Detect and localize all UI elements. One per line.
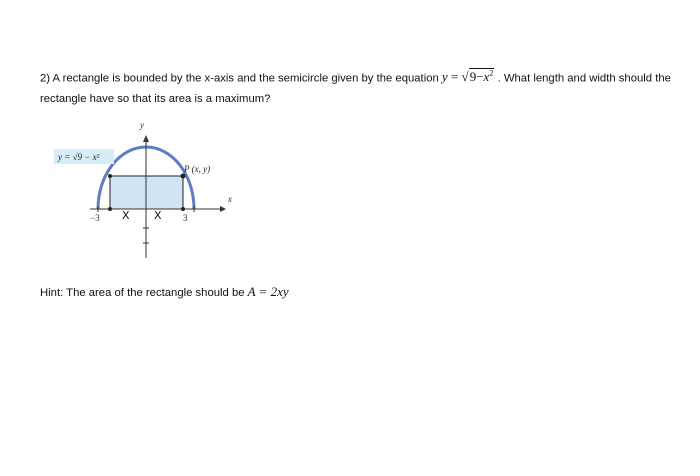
- y-axis-arrow: [143, 135, 149, 142]
- x-axis-arrow: [220, 206, 226, 212]
- eq-lhs: y: [441, 69, 448, 85]
- point-right-base: [181, 207, 185, 211]
- semicircle-figure: [50, 118, 240, 268]
- hint-text: [40, 283, 289, 302]
- point-left-base: [108, 207, 112, 211]
- y-axis-label: y: [140, 120, 144, 130]
- figure-svg: [50, 118, 240, 268]
- hint-formula: A = 2xy: [247, 284, 289, 299]
- equation-label-text: y = √9 − x²: [58, 152, 100, 162]
- question-prefix: 2) A rectangle is bounded by the x-axis and the semicircle given by the equation: [40, 72, 439, 85]
- tick-neg3-label: −3: [90, 213, 100, 223]
- question-suffix: . What length and width should the rectangle have so that its area is a maximum?: [40, 72, 671, 106]
- tick-3-label: 3: [183, 213, 188, 223]
- eq-radicand: [469, 68, 495, 84]
- point-left-corner: [108, 174, 112, 178]
- handwritten-x-left: X: [122, 209, 130, 222]
- x-axis-label: x: [228, 194, 232, 204]
- eq-minus: −: [476, 69, 484, 85]
- point-p-label: P (x, y): [184, 164, 211, 174]
- question-text: [40, 63, 680, 110]
- sqrt-symbol: √: [461, 69, 469, 85]
- semicircle-equation: [442, 69, 498, 84]
- eq-radicand-num: 9: [469, 69, 477, 85]
- eq-equals: =: [450, 69, 459, 85]
- handwritten-x-right: X: [154, 209, 162, 222]
- eq-exponent: 2: [489, 69, 494, 78]
- eq-radicand-var: x: [483, 69, 490, 85]
- point-p: [181, 174, 186, 179]
- hint-label: Hint: The area of the rectangle should be: [40, 287, 245, 299]
